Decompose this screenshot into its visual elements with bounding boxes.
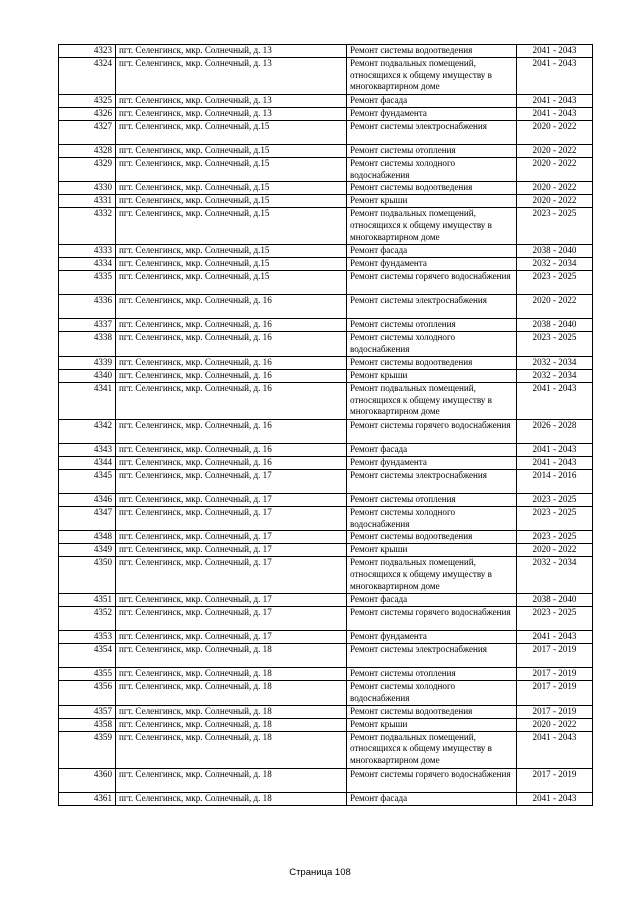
table-row (59, 245, 593, 258)
period-cell: 2020 - 2022 (517, 544, 593, 557)
period-cell: 2020 - 2022 (517, 195, 593, 208)
period-cell: 2041 - 2043 (517, 792, 593, 805)
work-type-cell: Ремонт системы отопления (347, 145, 517, 158)
address-cell: пгт. Селенгинск, мкр. Солнечный, д. 16 (116, 319, 347, 332)
table-row (59, 332, 593, 356)
period-cell: 2032 - 2034 (517, 258, 593, 271)
period-cell: 2041 - 2043 (517, 382, 593, 419)
address-cell: пгт. Селенгинск, мкр. Солнечный, д. 17 (116, 607, 347, 631)
row-number: 4336 (59, 295, 116, 319)
work-type-cell: Ремонт фундамента (347, 108, 517, 121)
row-number: 4333 (59, 245, 116, 258)
row-number: 4326 (59, 108, 116, 121)
address-cell: пгт. Селенгинск, мкр. Солнечный, д. 17 (116, 531, 347, 544)
table-row (59, 631, 593, 644)
table-row (59, 95, 593, 108)
table-row (59, 557, 593, 594)
table-row (59, 145, 593, 158)
period-cell: 2017 - 2019 (517, 668, 593, 681)
row-number: 4358 (59, 718, 116, 731)
period-cell: 2023 - 2025 (517, 493, 593, 506)
row-number: 4349 (59, 544, 116, 557)
address-cell: пгт. Селенгинск, мкр. Солнечный, д. 16 (116, 419, 347, 443)
address-cell: пгт. Селенгинск, мкр. Солнечный, д. 18 (116, 731, 347, 768)
table-row (59, 594, 593, 607)
row-number: 4331 (59, 195, 116, 208)
work-type-cell: Ремонт системы холодного водоснабжения (347, 158, 517, 182)
row-number: 4342 (59, 419, 116, 443)
row-number: 4350 (59, 557, 116, 594)
address-cell: пгт. Селенгинск, мкр. Солнечный, д.15 (116, 271, 347, 295)
work-type-cell: Ремонт системы водоотведения (347, 531, 517, 544)
period-cell: 2020 - 2022 (517, 121, 593, 145)
period-cell: 2017 - 2019 (517, 768, 593, 792)
address-cell: пгт. Селенгинск, мкр. Солнечный, д. 18 (116, 668, 347, 681)
address-cell: пгт. Селенгинск, мкр. Солнечный, д. 18 (116, 644, 347, 668)
table-row (59, 493, 593, 506)
period-cell: 2041 - 2043 (517, 108, 593, 121)
work-type-cell: Ремонт крыши (347, 369, 517, 382)
table-row (59, 668, 593, 681)
page-number: Страница 108 (289, 867, 351, 878)
period-cell: 2020 - 2022 (517, 182, 593, 195)
address-cell: пгт. Селенгинск, мкр. Солнечный, д. 16 (116, 295, 347, 319)
period-cell: 2041 - 2043 (517, 631, 593, 644)
table-row (59, 121, 593, 145)
period-cell: 2020 - 2022 (517, 158, 593, 182)
work-type-cell: Ремонт системы электроснабжения (347, 469, 517, 493)
table-row (59, 295, 593, 319)
address-cell: пгт. Селенгинск, мкр. Солнечный, д. 18 (116, 792, 347, 805)
period-cell: 2017 - 2019 (517, 681, 593, 705)
period-cell: 2041 - 2043 (517, 45, 593, 58)
row-number: 4332 (59, 208, 116, 245)
period-cell: 2020 - 2022 (517, 718, 593, 731)
address-cell: пгт. Селенгинск, мкр. Солнечный, д.15 (116, 121, 347, 145)
row-number: 4323 (59, 45, 116, 58)
table-row (59, 108, 593, 121)
period-cell: 2041 - 2043 (517, 95, 593, 108)
work-type-cell: Ремонт фундамента (347, 631, 517, 644)
address-cell: пгт. Селенгинск, мкр. Солнечный, д. 17 (116, 544, 347, 557)
work-type-cell: Ремонт фасада (347, 792, 517, 805)
work-type-cell: Ремонт системы горячего водоснабжения (347, 419, 517, 443)
row-number: 4334 (59, 258, 116, 271)
period-cell: 2041 - 2043 (517, 731, 593, 768)
table-row (59, 792, 593, 805)
period-cell: 2023 - 2025 (517, 607, 593, 631)
period-cell: 2026 - 2028 (517, 419, 593, 443)
work-type-cell: Ремонт системы холодного водоснабжения (347, 506, 517, 530)
row-number: 4341 (59, 382, 116, 419)
period-cell: 2023 - 2025 (517, 531, 593, 544)
row-number: 4352 (59, 607, 116, 631)
row-number: 4335 (59, 271, 116, 295)
row-number: 4344 (59, 456, 116, 469)
address-cell: пгт. Селенгинск, мкр. Солнечный, д. 18 (116, 768, 347, 792)
table-body (59, 45, 593, 806)
work-type-cell: Ремонт системы водоотведения (347, 705, 517, 718)
work-type-cell: Ремонт системы электроснабжения (347, 121, 517, 145)
address-cell: пгт. Селенгинск, мкр. Солнечный, д. 16 (116, 332, 347, 356)
address-cell: пгт. Селенгинск, мкр. Солнечный, д. 16 (116, 456, 347, 469)
address-cell: пгт. Селенгинск, мкр. Солнечный, д. 17 (116, 631, 347, 644)
work-type-cell: Ремонт фасада (347, 443, 517, 456)
row-number: 4347 (59, 506, 116, 530)
table-row (59, 644, 593, 668)
address-cell: пгт. Селенгинск, мкр. Солнечный, д. 18 (116, 718, 347, 731)
work-type-cell: Ремонт подвальных помещений, относящихся к общему имуществу в многоквартирном доме (347, 382, 517, 419)
work-type-cell: Ремонт системы электроснабжения (347, 644, 517, 668)
row-number: 4346 (59, 493, 116, 506)
work-type-cell: Ремонт системы отопления (347, 493, 517, 506)
address-cell: пгт. Селенгинск, мкр. Солнечный, д. 13 (116, 45, 347, 58)
address-cell: пгт. Селенгинск, мкр. Солнечный, д. 18 (116, 705, 347, 718)
work-type-cell: Ремонт фасада (347, 245, 517, 258)
table-row (59, 544, 593, 557)
period-cell: 2017 - 2019 (517, 644, 593, 668)
row-number: 4339 (59, 356, 116, 369)
repair-schedule-table (58, 44, 593, 806)
row-number: 4343 (59, 443, 116, 456)
period-cell: 2041 - 2043 (517, 58, 593, 95)
period-cell: 2023 - 2025 (517, 332, 593, 356)
row-number: 4357 (59, 705, 116, 718)
table-row (59, 271, 593, 295)
period-cell: 2038 - 2040 (517, 594, 593, 607)
row-number: 4348 (59, 531, 116, 544)
row-number: 4353 (59, 631, 116, 644)
work-type-cell: Ремонт системы горячего водоснабжения (347, 607, 517, 631)
table-row (59, 456, 593, 469)
work-type-cell: Ремонт фасада (347, 95, 517, 108)
period-cell: 2017 - 2019 (517, 705, 593, 718)
row-number: 4356 (59, 681, 116, 705)
period-cell: 2023 - 2025 (517, 271, 593, 295)
table-row (59, 45, 593, 58)
work-type-cell: Ремонт системы водоотведения (347, 45, 517, 58)
work-type-cell: Ремонт подвальных помещений, относящихся к общему имуществу в многоквартирном доме (347, 208, 517, 245)
table-row (59, 356, 593, 369)
table-row (59, 531, 593, 544)
table-row (59, 382, 593, 419)
address-cell: пгт. Селенгинск, мкр. Солнечный, д. 17 (116, 469, 347, 493)
period-cell: 2032 - 2034 (517, 369, 593, 382)
table-row (59, 469, 593, 493)
table-row (59, 718, 593, 731)
work-type-cell: Ремонт фундамента (347, 456, 517, 469)
work-type-cell: Ремонт фундамента (347, 258, 517, 271)
table-row (59, 195, 593, 208)
table-row (59, 258, 593, 271)
row-number: 4360 (59, 768, 116, 792)
row-number: 4337 (59, 319, 116, 332)
row-number: 4351 (59, 594, 116, 607)
work-type-cell: Ремонт фасада (347, 594, 517, 607)
period-cell: 2038 - 2040 (517, 245, 593, 258)
row-number: 4340 (59, 369, 116, 382)
address-cell: пгт. Селенгинск, мкр. Солнечный, д.15 (116, 195, 347, 208)
work-type-cell: Ремонт крыши (347, 544, 517, 557)
row-number: 4324 (59, 58, 116, 95)
table-row (59, 419, 593, 443)
period-cell: 2020 - 2022 (517, 295, 593, 319)
address-cell: пгт. Селенгинск, мкр. Солнечный, д.15 (116, 145, 347, 158)
table-row (59, 319, 593, 332)
row-number: 4354 (59, 644, 116, 668)
work-type-cell: Ремонт крыши (347, 718, 517, 731)
work-type-cell: Ремонт системы водоотведения (347, 182, 517, 195)
row-number: 4325 (59, 95, 116, 108)
address-cell: пгт. Селенгинск, мкр. Солнечный, д. 16 (116, 356, 347, 369)
address-cell: пгт. Селенгинск, мкр. Солнечный, д.15 (116, 158, 347, 182)
address-cell: пгт. Селенгинск, мкр. Солнечный, д. 13 (116, 58, 347, 95)
period-cell: 2041 - 2043 (517, 443, 593, 456)
address-cell: пгт. Селенгинск, мкр. Солнечный, д.15 (116, 208, 347, 245)
period-cell: 2014 - 2016 (517, 469, 593, 493)
table-row (59, 681, 593, 705)
table-row (59, 208, 593, 245)
table-row (59, 506, 593, 530)
period-cell: 2023 - 2025 (517, 208, 593, 245)
work-type-cell: Ремонт системы горячего водоснабжения (347, 271, 517, 295)
work-type-cell: Ремонт подвальных помещений, относящихся к общему имуществу в многоквартирном доме (347, 58, 517, 95)
address-cell: пгт. Селенгинск, мкр. Солнечный, д. 17 (116, 594, 347, 607)
row-number: 4359 (59, 731, 116, 768)
work-type-cell: Ремонт подвальных помещений, относящихся к общему имуществу в многоквартирном доме (347, 731, 517, 768)
table-row (59, 58, 593, 95)
work-type-cell: Ремонт системы холодного водоснабжения (347, 681, 517, 705)
address-cell: пгт. Селенгинск, мкр. Солнечный, д. 13 (116, 108, 347, 121)
work-type-cell: Ремонт подвальных помещений, относящихся к общему имуществу в многоквартирном доме (347, 557, 517, 594)
row-number: 4327 (59, 121, 116, 145)
table-row (59, 607, 593, 631)
row-number: 4361 (59, 792, 116, 805)
work-type-cell: Ремонт крыши (347, 195, 517, 208)
period-cell: 2032 - 2034 (517, 356, 593, 369)
address-cell: пгт. Селенгинск, мкр. Солнечный, д. 13 (116, 95, 347, 108)
period-cell: 2038 - 2040 (517, 319, 593, 332)
row-number: 4355 (59, 668, 116, 681)
table-row (59, 182, 593, 195)
work-type-cell: Ремонт системы электроснабжения (347, 295, 517, 319)
table-row (59, 705, 593, 718)
period-cell: 2041 - 2043 (517, 456, 593, 469)
table-row (59, 443, 593, 456)
address-cell: пгт. Селенгинск, мкр. Солнечный, д. 17 (116, 493, 347, 506)
table-row (59, 768, 593, 792)
work-type-cell: Ремонт системы горячего водоснабжения (347, 768, 517, 792)
work-type-cell: Ремонт системы водоотведения (347, 356, 517, 369)
address-cell: пгт. Селенгинск, мкр. Солнечный, д. 17 (116, 557, 347, 594)
table-row (59, 158, 593, 182)
address-cell: пгт. Селенгинск, мкр. Солнечный, д. 17 (116, 506, 347, 530)
period-cell: 2023 - 2025 (517, 506, 593, 530)
address-cell: пгт. Селенгинск, мкр. Солнечный, д.15 (116, 245, 347, 258)
address-cell: пгт. Селенгинск, мкр. Солнечный, д. 16 (116, 443, 347, 456)
work-type-cell: Ремонт системы холодного водоснабжения (347, 332, 517, 356)
address-cell: пгт. Селенгинск, мкр. Солнечный, д. 16 (116, 382, 347, 419)
period-cell: 2032 - 2034 (517, 557, 593, 594)
work-type-cell: Ремонт системы отопления (347, 668, 517, 681)
address-cell: пгт. Селенгинск, мкр. Солнечный, д. 18 (116, 681, 347, 705)
row-number: 4329 (59, 158, 116, 182)
table-row (59, 369, 593, 382)
table-row (59, 731, 593, 768)
work-type-cell: Ремонт системы отопления (347, 319, 517, 332)
period-cell: 2020 - 2022 (517, 145, 593, 158)
row-number: 4328 (59, 145, 116, 158)
address-cell: пгт. Селенгинск, мкр. Солнечный, д. 16 (116, 369, 347, 382)
row-number: 4330 (59, 182, 116, 195)
row-number: 4338 (59, 332, 116, 356)
row-number: 4345 (59, 469, 116, 493)
address-cell: пгт. Селенгинск, мкр. Солнечный, д.15 (116, 258, 347, 271)
address-cell: пгт. Селенгинск, мкр. Солнечный, д.15 (116, 182, 347, 195)
